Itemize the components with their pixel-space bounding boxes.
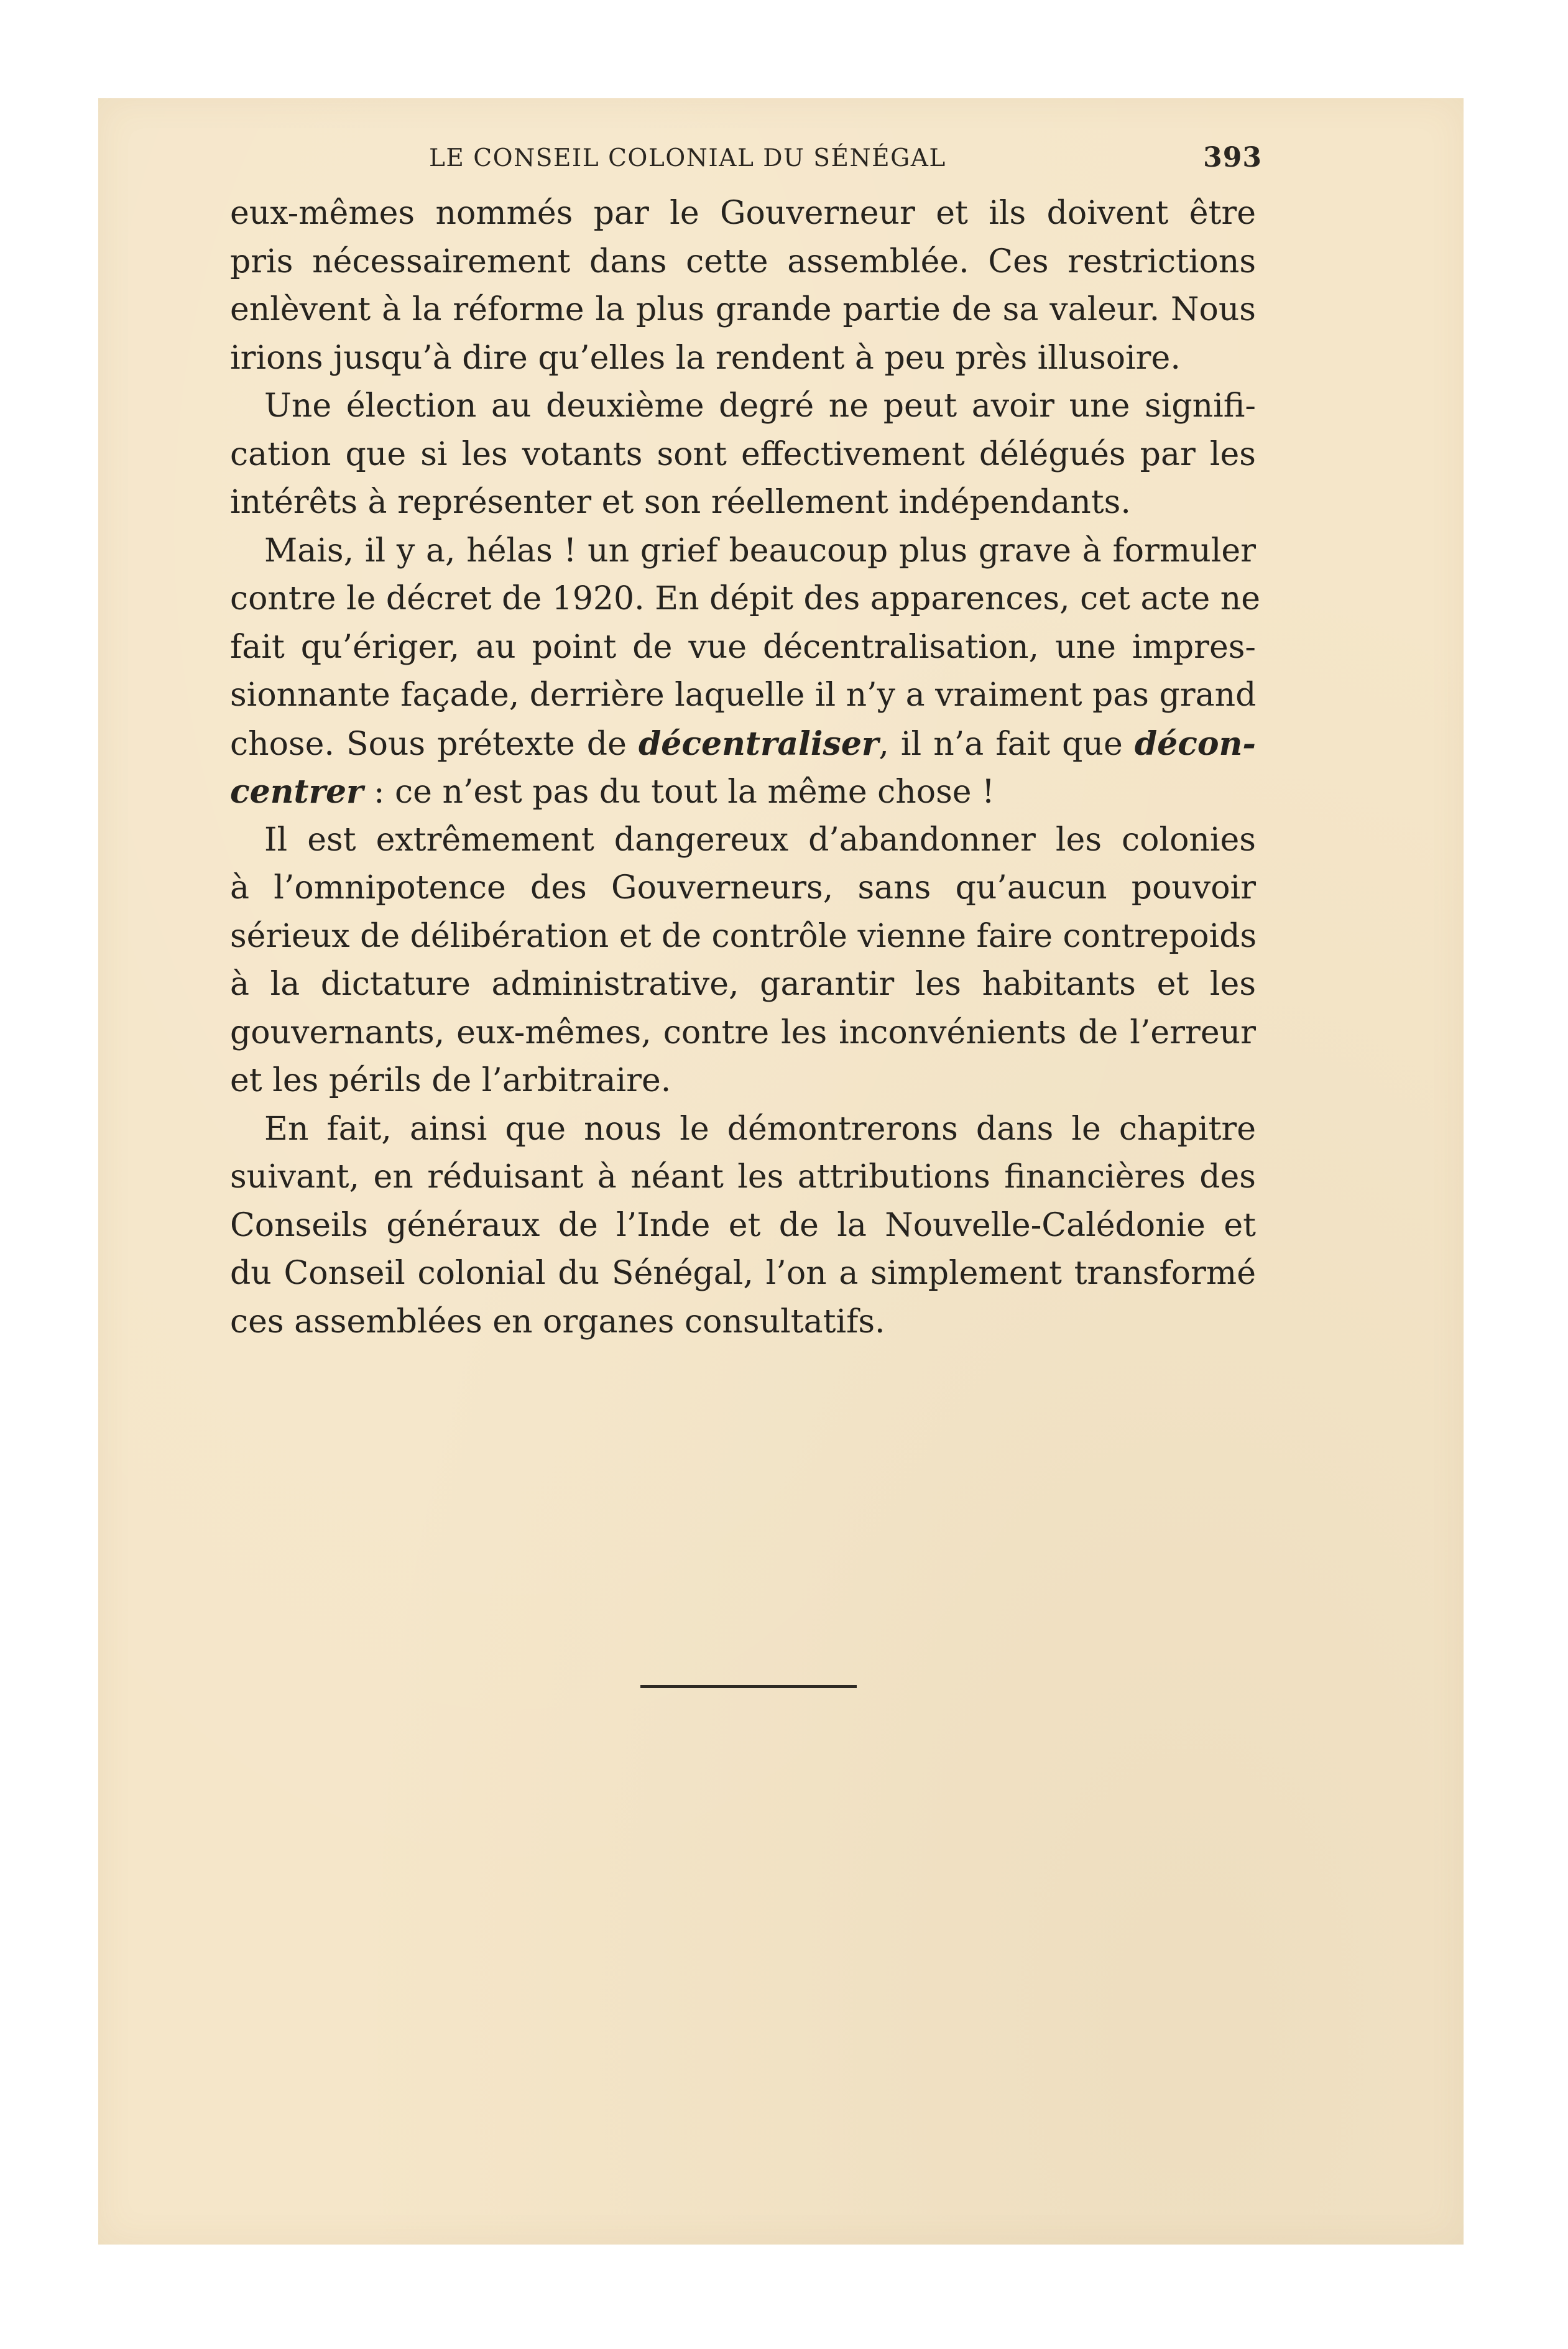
italic-term: décon- [1134, 724, 1256, 763]
text-line [230, 1057, 1256, 1105]
running-head [330, 142, 1262, 179]
text-run: : ce n’est pas du tout la même chose ! [363, 773, 995, 811]
text-line [230, 190, 1256, 238]
text-line [230, 720, 1256, 768]
text-run: du Conseil colonial du Sénégal, l’on a simplement transformé [230, 1255, 1256, 1292]
text-run: suivant, en réduisant à néant les attributions financières des [230, 1158, 1256, 1196]
text-line [230, 913, 1256, 961]
text-run: ces assemblées en organes consultatifs. [230, 1303, 885, 1341]
text-run: gouvernants, eux-mêmes, contre les inconvénients de l’erreur [230, 1013, 1256, 1051]
text-line [230, 671, 1256, 720]
text-line [230, 575, 1261, 624]
text-line [230, 335, 1256, 383]
text-line [230, 527, 1256, 576]
text-line [230, 816, 1256, 865]
text-line [230, 1298, 1256, 1347]
text-run: sionnante façade, derrière laquelle il n’y a vraiment pas grand [230, 676, 1257, 714]
text-run: eux-mêmes nommés par le Gouverneur et ils doivent être [230, 195, 1256, 232]
text-run: Une élection au deuxième degré ne peut avoir une signifi- [264, 387, 1256, 425]
running-title: LE CONSEIL COLONIAL DU SÉNÉGAL [429, 144, 946, 172]
italic-term: centrer [230, 773, 364, 811]
text-run: Il est extrêmement dangereux d’abandonner les colonies [264, 821, 1256, 859]
text-line [230, 768, 1256, 816]
text-run: à la dictature administrative, garantir les habitants et les [230, 966, 1256, 1003]
text-run: Conseils généraux de l’Inde et de la Nouvelle-Calédonie et [230, 1206, 1256, 1244]
text-line [230, 1105, 1256, 1154]
text-run: irions jusqu’à dire qu’elles la rendent à peu près illusoire. [230, 339, 1181, 377]
text-line [230, 1250, 1256, 1298]
text-line [230, 624, 1256, 672]
chapter-end-rule [640, 1685, 857, 1688]
text-line [230, 479, 1256, 527]
text-run: , il n’a fait que [879, 725, 1135, 763]
text-run: cation que si les votants sont effectivement délégués par les [230, 435, 1256, 473]
text-line [230, 1202, 1256, 1250]
body-text [230, 190, 1261, 1346]
text-run: et les périls de l’arbitraire. [230, 1062, 671, 1099]
text-run: sérieux de délibération et de contrôle vienne faire contrepoids [230, 917, 1257, 955]
text-run: En fait, ainsi que nous le démontrerons dans le chapitre [264, 1110, 1256, 1148]
text-line [230, 1009, 1256, 1058]
text-line [230, 382, 1256, 431]
text-line [230, 431, 1256, 479]
text-run: à l’omnipotence des Gouverneurs, sans qu’aucun pouvoir [230, 869, 1256, 907]
text-line [230, 1153, 1256, 1202]
page-number: 393 [1203, 142, 1262, 173]
text-run: chose. Sous prétexte de [230, 725, 639, 763]
text-line [230, 961, 1256, 1009]
text-run: Mais, il y a, hélas ! un grief beaucoup plus grave à formuler [264, 532, 1256, 570]
text-line [230, 864, 1256, 913]
italic-term: décentraliser [638, 724, 879, 763]
text-line [230, 286, 1256, 335]
text-run: contre le décret de 1920. En dépit des apparences, cet acte ne [230, 580, 1261, 617]
text-run: intérêts à représenter et son réellement indépendants. [230, 484, 1131, 521]
text-run: enlèvent à la réforme la plus grande partie de sa valeur. Nous [230, 291, 1256, 328]
text-line [230, 238, 1256, 287]
text-run: fait qu’ériger, au point de vue décentralisation, une impres- [230, 628, 1256, 666]
text-run: pris nécessairement dans cette assemblée. Ces restrictions [230, 242, 1256, 280]
